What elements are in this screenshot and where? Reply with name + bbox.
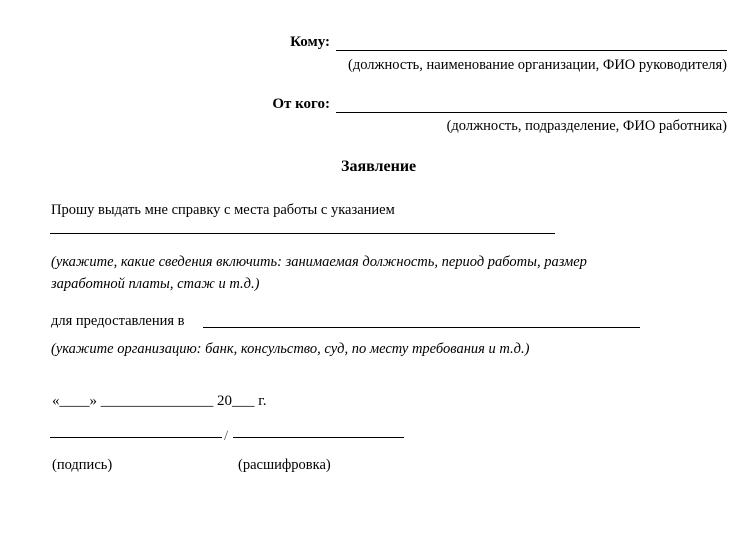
signature-fill-rule[interactable] <box>50 437 222 438</box>
date-month-blank[interactable]: _______________ <box>100 393 214 409</box>
recipient-label: Кому: <box>290 34 330 50</box>
page-title: Заявление <box>341 158 417 175</box>
details-hint-line-2: заработной платы, стаж и т.д.) <box>51 276 260 292</box>
recipient-caption: (должность, наименование организации, ФИО руководителя) <box>348 57 727 73</box>
transcript-fill-rule[interactable] <box>233 437 404 438</box>
date-quote-open: « <box>52 393 60 409</box>
date-year-blank[interactable]: ___ <box>232 393 255 409</box>
sender-label: От кого: <box>272 96 330 112</box>
sender-fill-rule[interactable] <box>336 112 727 113</box>
transcript-caption: (расшифровка) <box>238 457 331 473</box>
date-quote-close: » <box>89 393 97 409</box>
date-day-blank[interactable]: ____ <box>59 393 90 409</box>
purpose-label: для предоставления в <box>51 313 185 329</box>
date-year-suffix: г. <box>258 393 267 409</box>
date-line[interactable] <box>52 392 266 411</box>
signature-caption: (подпись) <box>52 457 113 473</box>
date-year-prefix: 20 <box>217 393 232 409</box>
organization-hint: (укажите организацию: банк, консульство, суд, по месту требования и т.д.) <box>51 341 530 357</box>
recipient-fill-rule[interactable] <box>336 50 727 51</box>
signature-separator: / <box>224 428 229 444</box>
purpose-fill-rule[interactable] <box>203 327 640 328</box>
sender-caption: (должность, подразделение, ФИО работника) <box>446 118 727 134</box>
details-hint-line-1: (укажите, какие сведения включить: занимаемая должность, период работы, размер <box>51 254 587 270</box>
details-fill-rule[interactable] <box>50 233 555 234</box>
request-line: Прошу выдать мне справку с места работы с указанием <box>51 202 395 218</box>
